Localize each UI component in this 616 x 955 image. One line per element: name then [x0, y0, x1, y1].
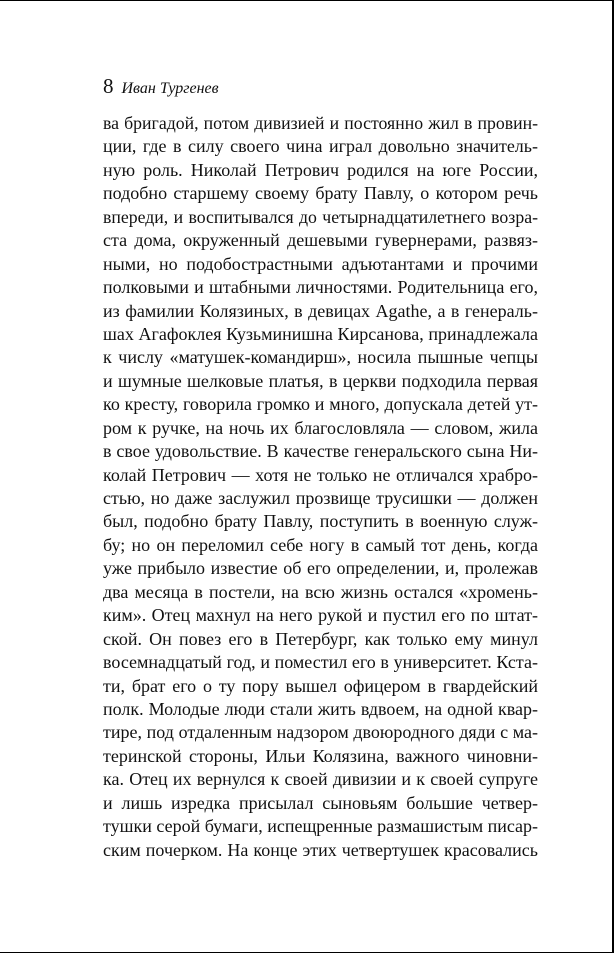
text-line: ской. Он повез его в Петербург, как только ему минул: [103, 628, 538, 649]
text-line: ста дома, окруженный дешевыми гувернерами, развяз-: [103, 230, 538, 251]
text-line: тире, под отдаленным надзором двоюродного дяди с ма-: [103, 722, 538, 743]
text-line: ка. Отец их вернулся к своей дивизии и к своей супруге: [103, 769, 538, 790]
running-header: [103, 74, 219, 99]
text-line: ную роль. Николай Петрович родился на юге России,: [103, 159, 538, 180]
running-title: Иван Тургенев: [121, 80, 219, 97]
text-line: ными, но подобострастными адъютантами и прочими: [103, 253, 538, 274]
text-line: ким». Отец махнул на него рукой и пустил его по штат-: [103, 605, 538, 626]
text-line: и лишь изредка присылал сыновьям большие четвер-: [103, 792, 538, 813]
text-line: впереди, и воспитывался до четырнадцатилетнего возра-: [103, 206, 538, 227]
text-line: тушки серой бумаги, испещренные размашистым писар-: [103, 816, 538, 837]
text-line: бу; но он переломил себе ногу в самый тот день, когда: [103, 534, 538, 555]
text-line: уже прибыло известие об его определении, и, пролежав: [103, 558, 538, 579]
text-line: ским почерком. На конце этих четвертушек красовались: [103, 839, 538, 860]
text-line: в свое удовольствие. В качестве генеральского сына Ни-: [103, 441, 538, 462]
body-text: [103, 112, 538, 862]
text-line: из фамилии Колязиных, в девицах Agathe, а в генераль-: [103, 300, 538, 321]
text-line: к числу «матушек-командирш», носила пышные чепцы: [103, 347, 538, 368]
text-line: шах Агафоклея Кузьминишна Кирсанова, принадлежала: [103, 323, 538, 344]
text-line: восемнадцатый год, и поместил его в университет. Кста-: [103, 652, 538, 673]
text-line: ти, брат его о ту пору вышел офицером в гвардейский: [103, 675, 538, 696]
page-number: 8: [103, 74, 114, 98]
text-line: стью, но даже заслужил прозвище трусишки — должен: [103, 488, 538, 508]
text-line: полковыми и штабными личностями. Родительница его,: [103, 277, 538, 298]
text-line: два месяца в постели, на всю жизнь остался «хромень-: [103, 581, 538, 602]
text-line: ром к ручке, на ночь их благословляла — словом, жила: [103, 417, 538, 438]
text-line: ва бригадой, потом дивизией и постоянно жил в провин-: [103, 113, 538, 133]
text-line: был, подобно брату Павлу, поступить в военную служ-: [103, 511, 538, 532]
text-line: подобно старшему своему брату Павлу, о котором речь: [103, 183, 538, 204]
text-line: теринской стороны, Ильи Колязина, важного чиновни-: [103, 745, 538, 766]
text-line: полк. Молодые люди стали жить вдвоем, на одной квар-: [103, 698, 538, 719]
text-line: колай Петрович — хотя не только не отличался храбро-: [103, 464, 538, 485]
text-line: ко кресту, говорила громко и много, допускала детей ут-: [103, 394, 538, 415]
text-line: ции, где в силу своего чина играл довольно значитель-: [103, 136, 538, 157]
text-line: и шумные шелковые платья, в церкви подходила первая: [103, 370, 538, 391]
